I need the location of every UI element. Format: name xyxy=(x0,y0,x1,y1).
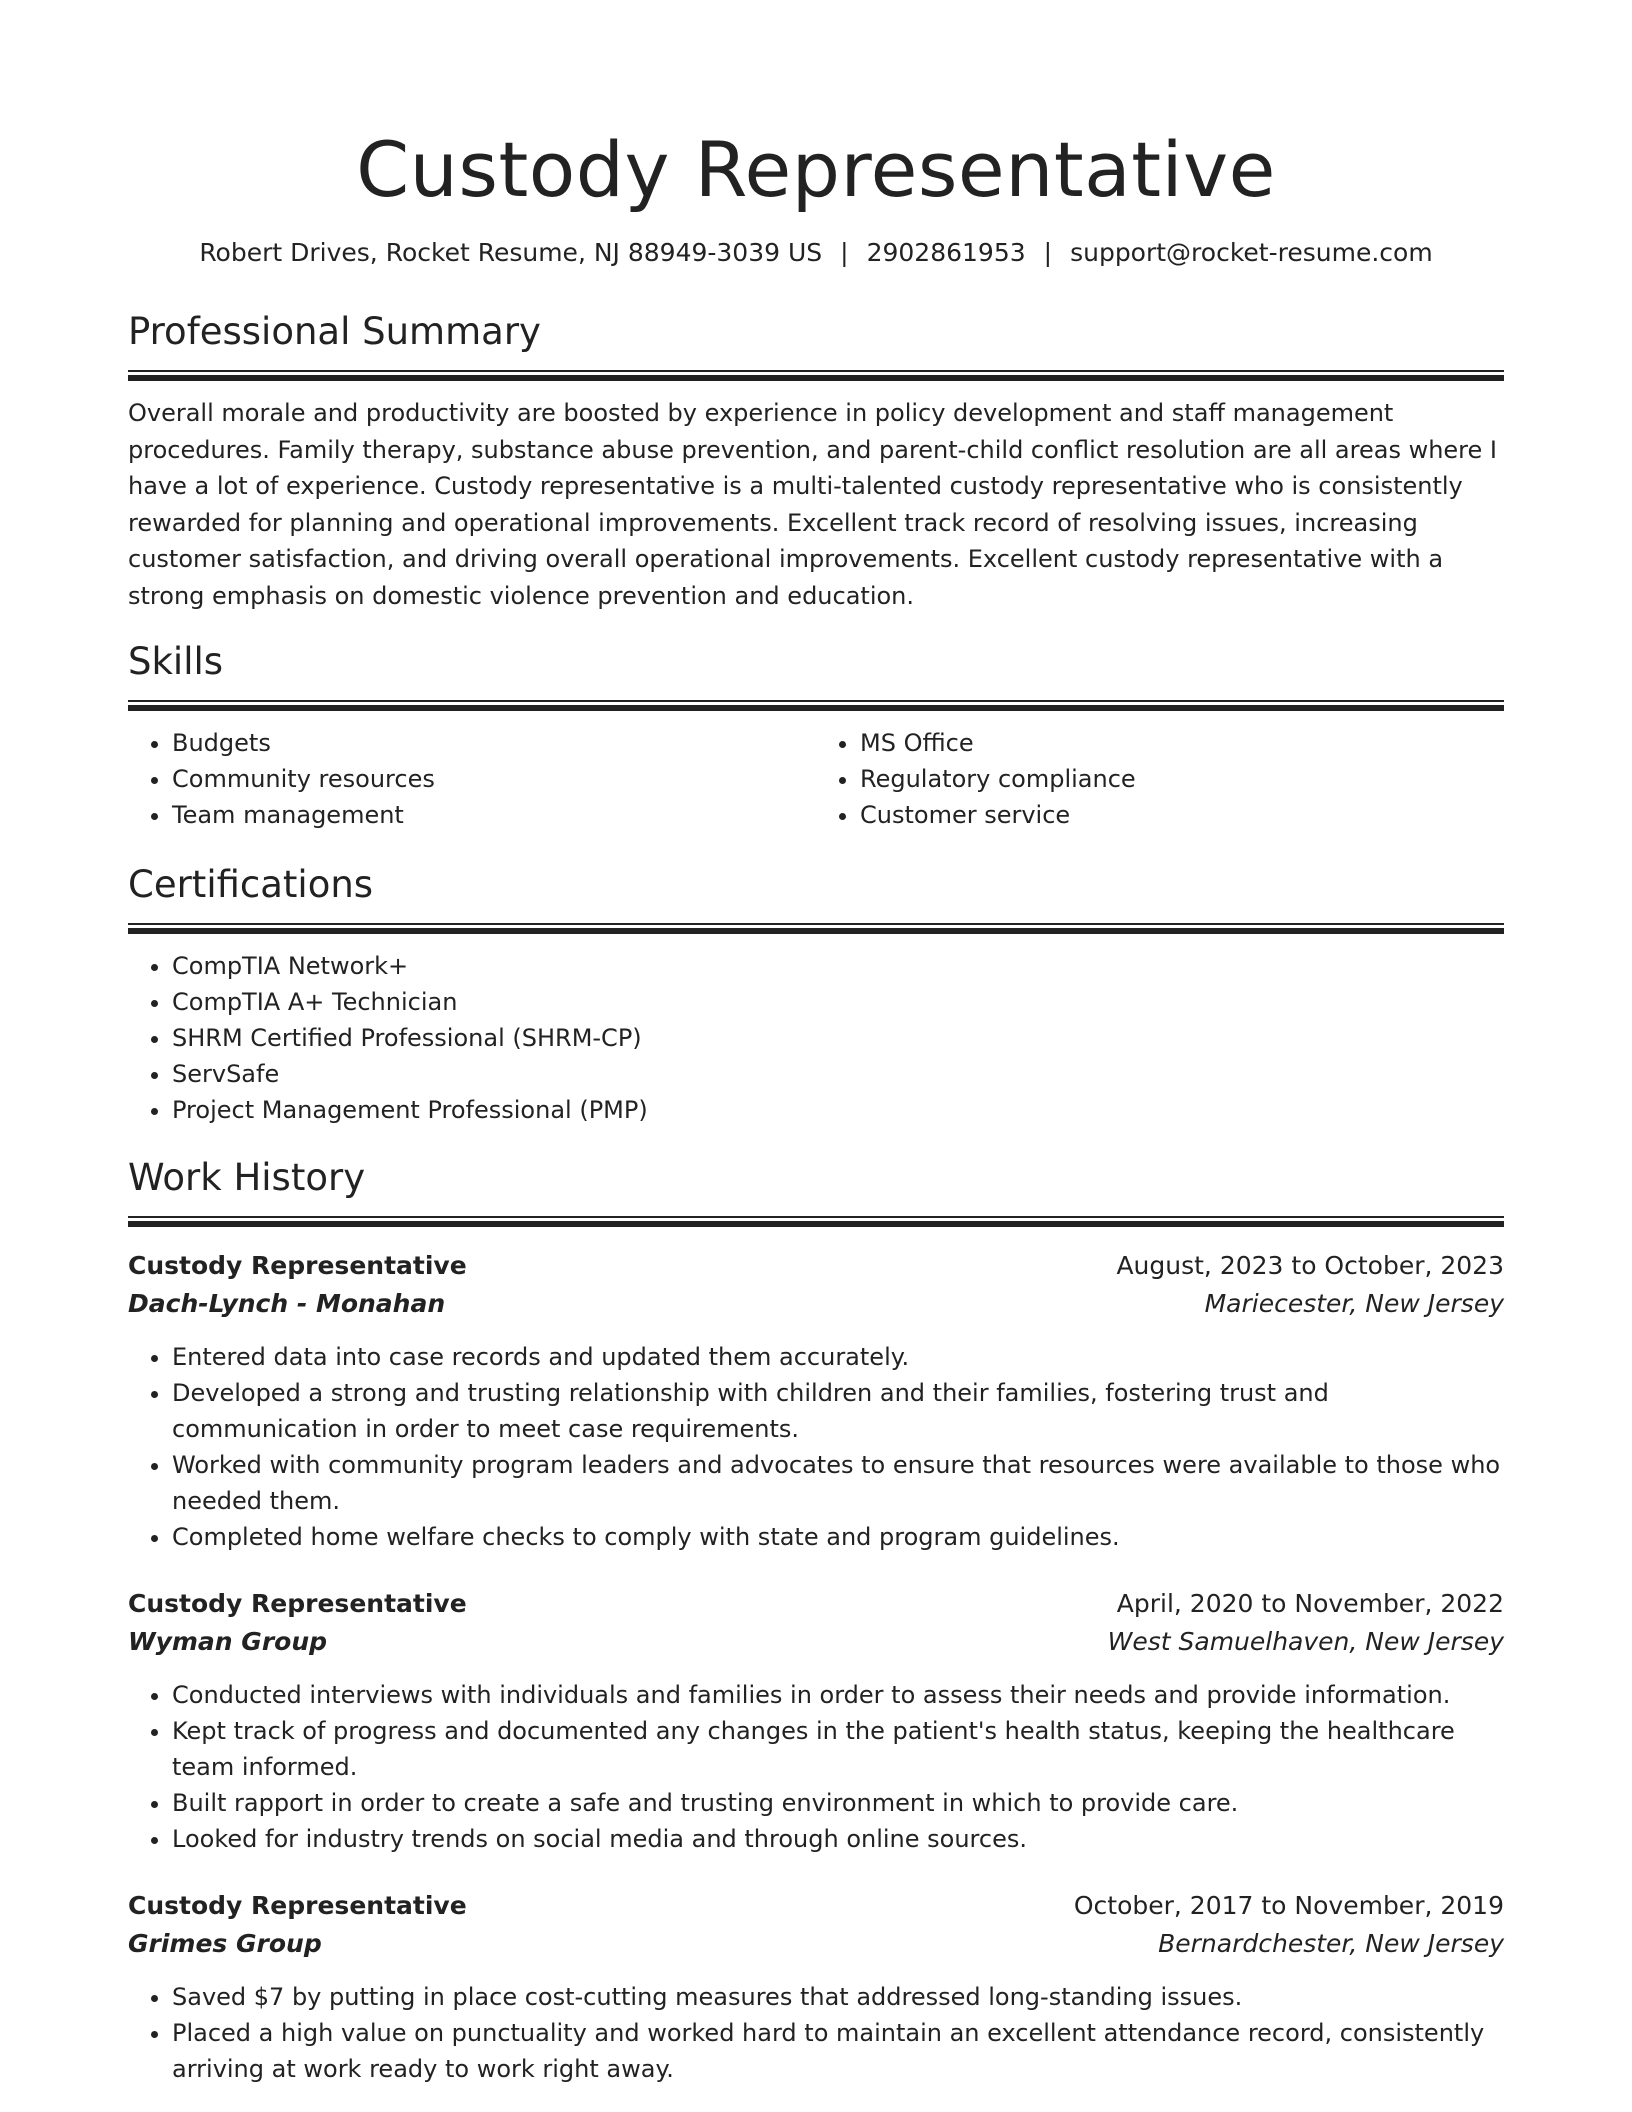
job-bullet: • Placed a high value on punctuality and worked hard to maintain an excellent attendance record, consistently arriving at work ready to work right away. xyxy=(172,2015,1504,2087)
certification-item: • CompTIA A+ Technician xyxy=(172,984,1504,1020)
certification-item: • SHRM Certified Professional (SHRM-CP) xyxy=(172,1020,1504,1056)
job-entry xyxy=(128,1247,1504,1555)
summary-heading: Professional Summary xyxy=(128,310,541,353)
certifications-list xyxy=(128,948,1504,1128)
job-location: West Samuelhaven, New Jersey xyxy=(1107,1627,1504,1656)
job-location: Mariecester, New Jersey xyxy=(1204,1289,1504,1318)
work-history-heading: Work History xyxy=(128,1156,366,1199)
skills-grid xyxy=(128,725,1504,833)
resume-page xyxy=(128,0,1504,2087)
skill-item: • MS Office xyxy=(860,725,1504,761)
certifications-heading: Certifications xyxy=(128,863,374,906)
job-bullet: • Developed a strong and trusting relationship with children and their families, fostering trust and communication in order to meet case requirements. xyxy=(172,1375,1504,1447)
job-bullet: • Completed home welfare checks to comply with state and program guidelines. xyxy=(172,1519,1504,1555)
job-bullet: • Entered data into case records and updated them accurately. xyxy=(172,1339,1504,1375)
skill-item: • Community resources xyxy=(172,761,816,797)
certification-item: • CompTIA Network+ xyxy=(172,948,1504,984)
section-divider xyxy=(128,1216,1504,1227)
skill-item: • Team management xyxy=(172,797,816,833)
certification-item: • Project Management Professional (PMP) xyxy=(172,1092,1504,1128)
summary-text: Overall morale and productivity are boosted by experience in policy development and staff management procedures. Family therapy, substance abuse prevention, and parent-child conflict resolution are all areas where I have a lot of experience. Custody representative is a multi-talented custody representative who is consistently rewarded for planning and operational improvements. Excellent track record of resolving issues, increasing customer satisfaction, and driving overall operational improvements. Excellent custody representative with a strong emphasis on domestic violence prevention and education. xyxy=(128,399,1497,610)
job-company: Dach-Lynch - Monahan xyxy=(128,1289,446,1318)
job-bullet: • Worked with community program leaders and advocates to ensure that resources were available to those who needed them. xyxy=(172,1447,1504,1519)
job-bullets xyxy=(128,1339,1504,1555)
section-divider xyxy=(128,700,1504,711)
section-divider xyxy=(128,923,1504,934)
job-entry xyxy=(128,1887,1504,2087)
skill-item: • Budgets xyxy=(172,725,816,761)
job-bullet: • Looked for industry trends on social media and through online sources. xyxy=(172,1821,1504,1857)
contact-separator: | xyxy=(1043,238,1053,267)
skills-list-left xyxy=(128,725,816,833)
contact-separator: | xyxy=(840,238,849,267)
job-bullets xyxy=(128,1979,1504,2087)
job-dates: August, 2023 to October, 2023 xyxy=(1116,1251,1504,1280)
job-location: Bernardchester, New Jersey xyxy=(1158,1929,1504,1958)
job-dates: October, 2017 to November, 2019 xyxy=(1073,1891,1504,1920)
job-bullet: • Built rapport in order to create a safe and trusting environment in which to provide care. xyxy=(172,1785,1504,1821)
job-entry xyxy=(128,1585,1504,1857)
job-company: Wyman Group xyxy=(128,1627,328,1656)
job-bullet: • Kept track of progress and documented any changes in the patient's health status, keeping the healthcare team informed. xyxy=(172,1713,1504,1785)
job-dates: April, 2020 to November, 2022 xyxy=(1116,1589,1504,1618)
job-bullets xyxy=(128,1677,1504,1857)
job-bullet: • Saved $7 by putting in place cost-cutting measures that addressed long-standing issues. xyxy=(172,1979,1504,2015)
skill-item: • Regulatory compliance xyxy=(860,761,1504,797)
contact-phone: 2902861953 xyxy=(866,238,1026,267)
contact-address: Robert Drives, Rocket Resume, NJ 88949-3039 US xyxy=(199,238,823,267)
job-title: Custody Representative xyxy=(128,1891,467,1920)
resume-name: Custody Representative xyxy=(356,125,1276,214)
skill-item: • Customer service xyxy=(860,797,1504,833)
certification-item: • ServSafe xyxy=(172,1056,1504,1092)
job-bullet: • Conducted interviews with individuals and families in order to assess their needs and provide information. xyxy=(172,1677,1504,1713)
job-title: Custody Representative xyxy=(128,1251,467,1280)
job-title: Custody Representative xyxy=(128,1589,467,1618)
job-company: Grimes Group xyxy=(128,1929,322,1958)
skills-heading: Skills xyxy=(128,640,224,683)
contact-line xyxy=(128,236,1504,270)
skills-list-right xyxy=(816,725,1504,833)
contact-email: support@rocket-resume.com xyxy=(1070,238,1433,267)
section-divider xyxy=(128,370,1504,381)
